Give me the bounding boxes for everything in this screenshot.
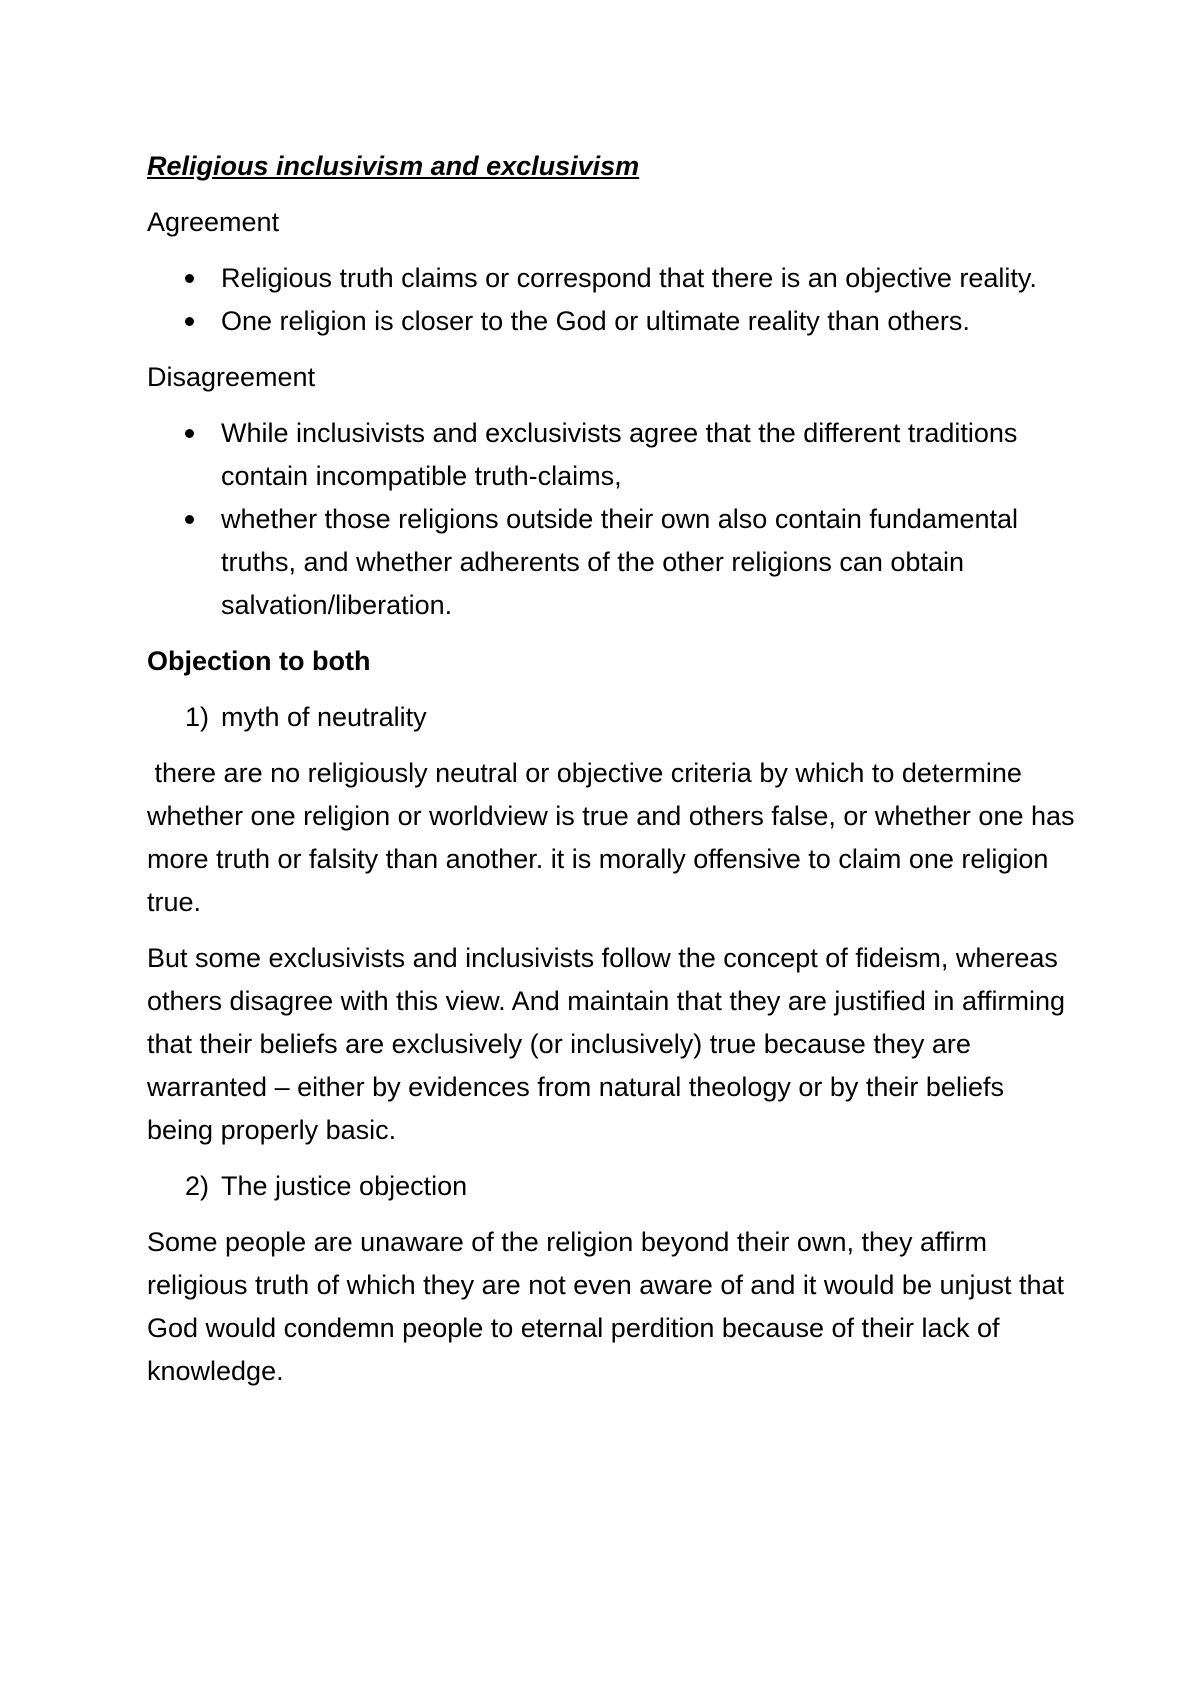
list-item bbox=[147, 300, 1077, 343]
list-item bbox=[147, 257, 1077, 300]
disagreement-list bbox=[147, 412, 1077, 627]
objection-number: 1) bbox=[185, 702, 210, 732]
bullet-icon bbox=[185, 429, 194, 438]
objection-item-2 bbox=[147, 1165, 1077, 1208]
agreement-list bbox=[147, 257, 1077, 343]
agreement-heading: Agreement bbox=[147, 207, 280, 237]
objections-heading: Objection to both bbox=[147, 646, 371, 676]
disagreement-heading: Disagreement bbox=[147, 362, 316, 392]
objection-number: 2) bbox=[185, 1171, 210, 1201]
list-item-text: whether those religions outside their own also contain fundamental truths, and whether adherents of the other religions can obtain salvation/liberation. bbox=[221, 504, 1018, 620]
list-item-text: One religion is closer to the God or ultimate reality than others. bbox=[221, 306, 970, 336]
objection-label: The justice objection bbox=[221, 1171, 468, 1201]
bullet-icon bbox=[185, 515, 194, 524]
bullet-icon bbox=[185, 317, 194, 326]
list-item-text: While inclusivists and exclusivists agree that the different traditions contain incompatible truth-claims, bbox=[221, 418, 1018, 491]
paragraph: But some exclusivists and inclusivists follow the concept of fideism, whereas others disagree with this view. And maintain that they are justified in affirming that their beliefs are exclusively (or inclusively) true because they are warranted – either by evidences from natural theology or by their beliefs being properly basic. bbox=[147, 943, 1065, 1145]
document-title: Religious inclusivism and exclusivism bbox=[147, 151, 640, 181]
bullet-icon bbox=[185, 274, 194, 283]
objection-label: myth of neutrality bbox=[221, 702, 427, 732]
document-content bbox=[147, 145, 1083, 1406]
list-item-text: Religious truth claims or correspond that there is an objective reality. bbox=[221, 263, 1037, 293]
paragraph: there are no religiously neutral or objective criteria by which to determine whether one religion or worldview is true and others false, or whether one has more truth or falsity than another. it is morally offensive to claim one religion true. bbox=[147, 758, 1083, 917]
paragraph: Some people are unaware of the religion beyond their own, they affirm religious truth of which they are not even aware of and it would be unjust that God would condemn people to eternal perdition because of their lack of knowledge. bbox=[147, 1227, 1065, 1386]
list-item bbox=[147, 412, 1077, 498]
list-item bbox=[147, 498, 1077, 627]
objection-item-1 bbox=[147, 696, 1077, 739]
